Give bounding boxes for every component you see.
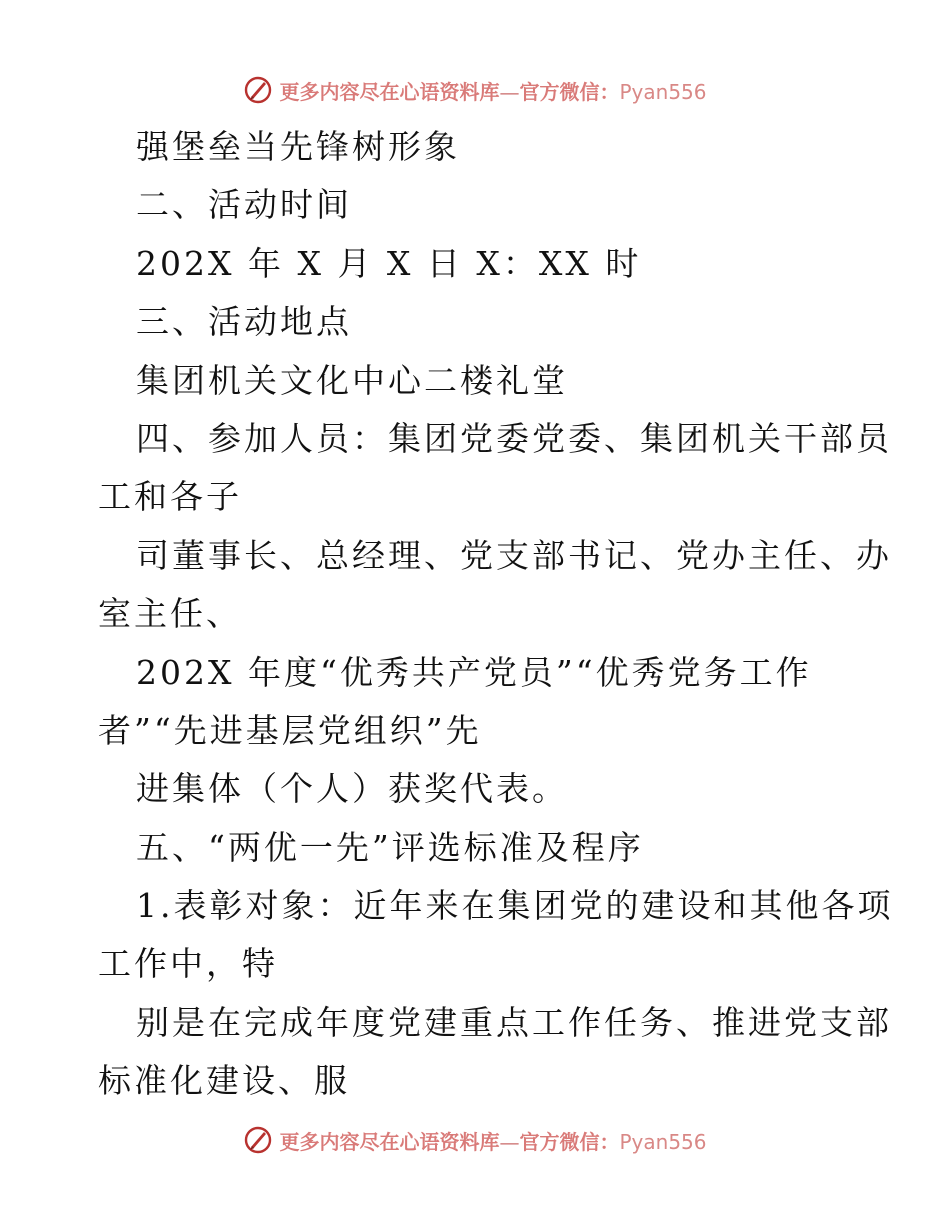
text-line: 202X 年 X 月 X 日 X：XX 时 (136, 243, 642, 283)
text-line: 工和各子 (98, 477, 242, 517)
watermark-text: 更多内容尽在心语资料库—官方微信：Pyan556 (279, 1129, 707, 1154)
section-heading: 四、参加人员：集团党委党委、集团机关干部员 (136, 418, 892, 458)
text-line: 工作中，特 (98, 944, 278, 984)
document-body (98, 118, 894, 1111)
watermark-header (0, 70, 950, 110)
text-line: 集团机关文化中心二楼礼堂 (136, 360, 568, 400)
text-line: 标准化建设、服 (98, 1061, 350, 1101)
section-heading: 五、“两优一先”评选标准及程序 (136, 827, 644, 867)
text-line: 别是在完成年度党建重点工作任务、推进党支部 (136, 1002, 892, 1042)
section-heading: 三、活动地点 (136, 302, 352, 342)
text-line: 强堡垒当先锋树形象 (136, 127, 460, 166)
text-line: 1.表彰对象：近年来在集团党的建设和其他各项 (136, 886, 894, 926)
watermark-text: 更多内容尽在心语资料库—官方微信：Pyan556 (279, 79, 707, 104)
text-line: 进集体（个人）获奖代表。 (136, 769, 568, 809)
quill-pen-seal-icon (243, 75, 273, 105)
text-line: 司董事长、总经理、党支部书记、党办主任、办 (136, 535, 892, 575)
quill-pen-seal-icon (243, 1125, 273, 1155)
section-heading: 二、活动时间 (136, 185, 352, 225)
text-line: 202X 年度“优秀共产党员”“优秀党务工作 (136, 652, 812, 692)
text-line: 室主任、 (98, 594, 242, 634)
text-line: 者”“先进基层党组织”先 (98, 710, 482, 750)
watermark-footer (0, 1120, 950, 1160)
